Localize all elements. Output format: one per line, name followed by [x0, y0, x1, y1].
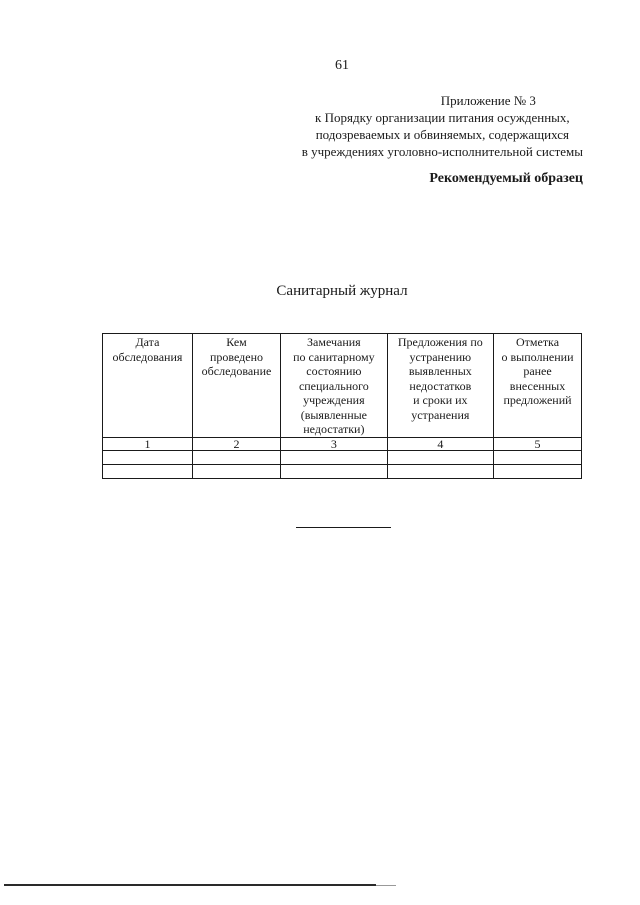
header-inspector	[192, 334, 280, 438]
table-row	[103, 450, 582, 464]
header-line: Кем	[226, 335, 247, 349]
column-number: 2	[192, 437, 280, 450]
header-line: учреждения	[303, 393, 365, 407]
header-line: специального	[298, 378, 369, 393]
header-remarks	[281, 334, 387, 438]
header-line: Предложения по	[397, 335, 483, 349]
column-number: 4	[387, 437, 493, 450]
table-cell	[103, 464, 193, 478]
header-line: по санитарному	[293, 349, 375, 364]
table-cell	[103, 450, 193, 464]
table-cell	[494, 450, 582, 464]
table-header-row	[103, 334, 582, 438]
header-line: устранению	[409, 349, 472, 364]
header-line: обследование	[201, 364, 272, 378]
page-bottom-rule	[4, 884, 376, 886]
header-date	[103, 334, 193, 438]
table-cell	[387, 450, 493, 464]
header-line: (выявленные	[300, 407, 368, 422]
header-completion-mark	[494, 334, 582, 438]
table-row	[103, 464, 582, 478]
appendix-line-2: к Порядку организации питания осужденных,	[315, 110, 570, 125]
header-line: о выполнении	[501, 349, 574, 364]
column-number: 3	[281, 437, 387, 450]
header-line: Отметка	[515, 335, 560, 349]
header-line: недостатки)	[303, 422, 365, 436]
column-number: 5	[494, 437, 582, 450]
appendix-block	[302, 92, 583, 160]
header-line: внесенных	[509, 378, 566, 393]
page-number: 61	[335, 58, 349, 73]
table-cell	[281, 450, 387, 464]
header-line: предложений	[503, 393, 572, 407]
header-line: состоянию	[306, 364, 362, 378]
journal-title: Санитарный журнал	[276, 283, 408, 299]
header-proposals	[387, 334, 493, 438]
header-line: выявленных	[408, 364, 472, 378]
header-line: ранее	[523, 364, 552, 378]
appendix-line-3: подозреваемых и обвиняемых, содержащихся	[315, 127, 569, 142]
sanitary-journal-table	[102, 333, 582, 479]
recommended-sample-label: Рекомендуемый образец	[429, 171, 583, 186]
header-line: устранения	[411, 407, 470, 422]
page-bottom-rule-tail	[376, 885, 396, 886]
table-cell	[192, 450, 280, 464]
header-line: и сроки их	[413, 393, 468, 407]
appendix-title: Приложение № 3	[440, 93, 536, 108]
appendix-line-4: в учреждениях уголовно-исполнительной системы	[301, 144, 583, 159]
table-cell	[281, 464, 387, 478]
table-cell	[387, 464, 493, 478]
column-number-row	[103, 437, 582, 450]
table-cell	[494, 464, 582, 478]
header-line: Дата	[135, 335, 160, 349]
column-number: 1	[103, 437, 193, 450]
end-separator-line	[296, 527, 391, 528]
header-line: обследования	[112, 349, 183, 364]
header-line: недостатков	[409, 378, 472, 393]
table-cell	[192, 464, 280, 478]
header-line: проведено	[209, 349, 264, 364]
header-line: Замечания	[307, 335, 361, 349]
